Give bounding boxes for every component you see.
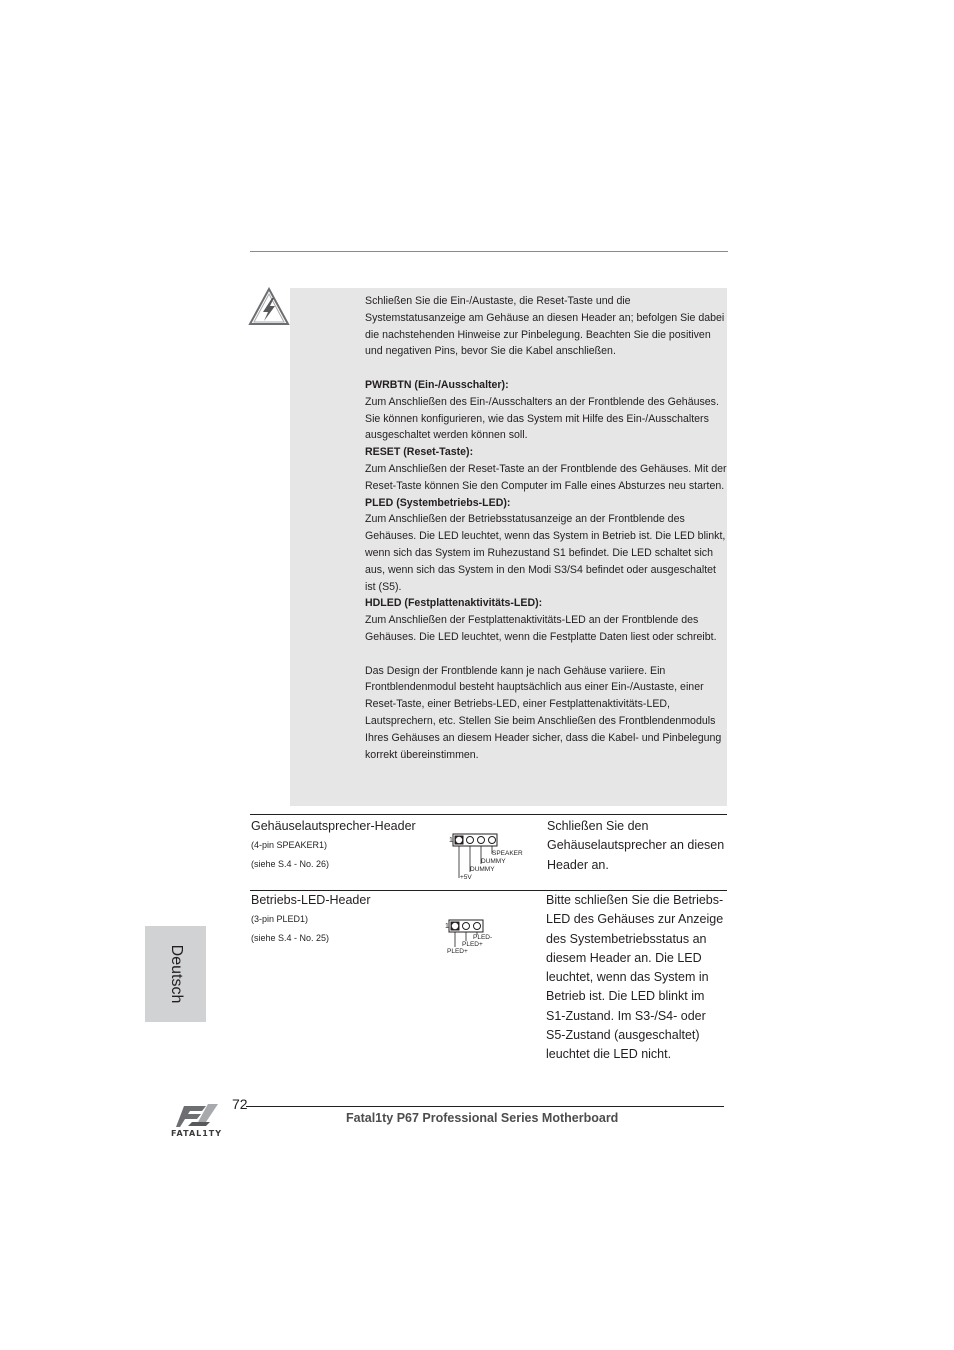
notice-text-pwrbtn: Zum Anschließen des Ein-/Ausschalters an der Frontblende des Gehäuses. Sie können konfigurieren, wie das System mit Hilfe des Ein-/Ausschalters ausgeschaltet werden können soll. bbox=[365, 395, 719, 442]
pled-label-minus: PLED- bbox=[473, 934, 493, 941]
speaker-label-dummy-1: DUMMY bbox=[481, 858, 506, 865]
top-rule bbox=[250, 251, 728, 252]
speaker-header-ref: (siehe S.4 - No. 26) bbox=[251, 859, 330, 869]
page-number: 72 bbox=[232, 1096, 248, 1112]
footer-title: Fatal1ty P67 Professional Series Motherboard bbox=[346, 1111, 619, 1125]
speaker-label-5v: +5V bbox=[460, 874, 472, 881]
speaker-label-dummy-2: DUMMY bbox=[470, 866, 495, 873]
row-divider bbox=[250, 814, 727, 815]
notice-text-pled: Zum Anschließen der Betriebsstatusanzeige an der Frontblende des Gehäuses. Die LED leuchtet, wenn das System in Betrieb ist. Die LED blinkt, wenn sich das System im Ruhezustand S1 befindet. Die LED schaltet sich aus, wenn sich das System in den Modi S3/S4 befindet oder ausgeschaltet ist (S5). bbox=[365, 513, 726, 593]
language-tab bbox=[145, 926, 206, 1022]
pled-header-pins: (3-pin PLED1) bbox=[251, 914, 309, 924]
speaker-header-title: Gehäuselautsprecher-Header bbox=[251, 819, 416, 833]
notice-outro: Das Design der Frontblende kann je nach Gehäuse variiere. Ein Frontblendenmodul besteht hauptsächlich aus einer Ein-/Austaste, einer Reset-Taste, einer Betriebs-LED, einer Festplattenaktivitäts-LED, Lautsprechern, etc. Stellen Sie beim Anschließen des Frontblendenmoduls Ihres Gehäuses an diesem Header sicher, dass die Kabel- und Pinbelegung korrekt übereinstimmen. bbox=[365, 664, 722, 761]
pled-label-plus-2: PLED+ bbox=[447, 948, 468, 955]
pled-header-title: Betriebs-LED-Header bbox=[251, 893, 371, 907]
notice-heading-reset: RESET (Reset-Taste): bbox=[365, 446, 474, 459]
pled-pin1-label: 1 bbox=[445, 923, 449, 930]
pled-label-plus-1: PLED+ bbox=[462, 941, 483, 948]
pled-pin-diagram bbox=[443, 916, 503, 956]
warning-icon bbox=[248, 287, 290, 327]
notice-heading-hdled: HDLED (Festplattenaktivitäts-LED): bbox=[365, 597, 543, 610]
notice-text bbox=[365, 293, 727, 763]
speaker-pin-diagram bbox=[446, 830, 526, 882]
notice-heading-pwrbtn: PWRBTN (Ein-/Ausschalter): bbox=[365, 378, 509, 391]
speaker-header-description: Schließen Sie den Gehäuselautsprecher an diesen Header an. bbox=[547, 819, 725, 872]
footer-rule bbox=[246, 1106, 724, 1107]
speaker-header-pins: (4-pin SPEAKER1) bbox=[251, 840, 328, 850]
language-tab-label: Deutsch bbox=[167, 944, 185, 1004]
speaker-label-speaker: SPEAKER bbox=[492, 850, 523, 857]
notice-text-hdled: Zum Anschließen der Festplattenaktivitäts-LED an der Frontblende des Gehäuses. Die LED leuchtet, wenn die Festplatte Daten liest oder schreibt. bbox=[365, 614, 717, 643]
speaker-pin1-label: 1 bbox=[449, 837, 453, 844]
logo-text: FATAL1TY bbox=[171, 1129, 223, 1138]
notice-intro: Schließen Sie die Ein-/Austaste, die Reset-Taste und die Systemstatusanzeige am Gehäuse an diesen Header an; befolgen Sie dabei die nachstehenden Hinweise zur Pinbelegung. Beachten Sie die positiven und negativen Pins, bevor Sie die Kabel anschließen. bbox=[365, 295, 725, 358]
pled-header-ref: (siehe S.4 - No. 25) bbox=[251, 933, 330, 943]
notice-text-reset: Zum Anschließen der Reset-Taste an der Frontblende des Gehäuses. Mit der Reset-Taste können Sie den Computer im Falle eines Absturzes neu starten. bbox=[365, 462, 727, 492]
pled-header-description: Bitte schließen Sie die Betriebs-LED des Gehäuses zur Anzeige des Systembetriebsstatus an diesem Header an. Die LED leuchtet, wenn das System in Betrieb ist. Die LED blinkt im S1-Zustand. Im S3-/S4- oder S5-Zustand (ausgeschaltet) leuchtet die LED nicht. bbox=[546, 893, 724, 1062]
notice-heading-pled: PLED (Systembetriebs-LED): bbox=[365, 496, 511, 509]
